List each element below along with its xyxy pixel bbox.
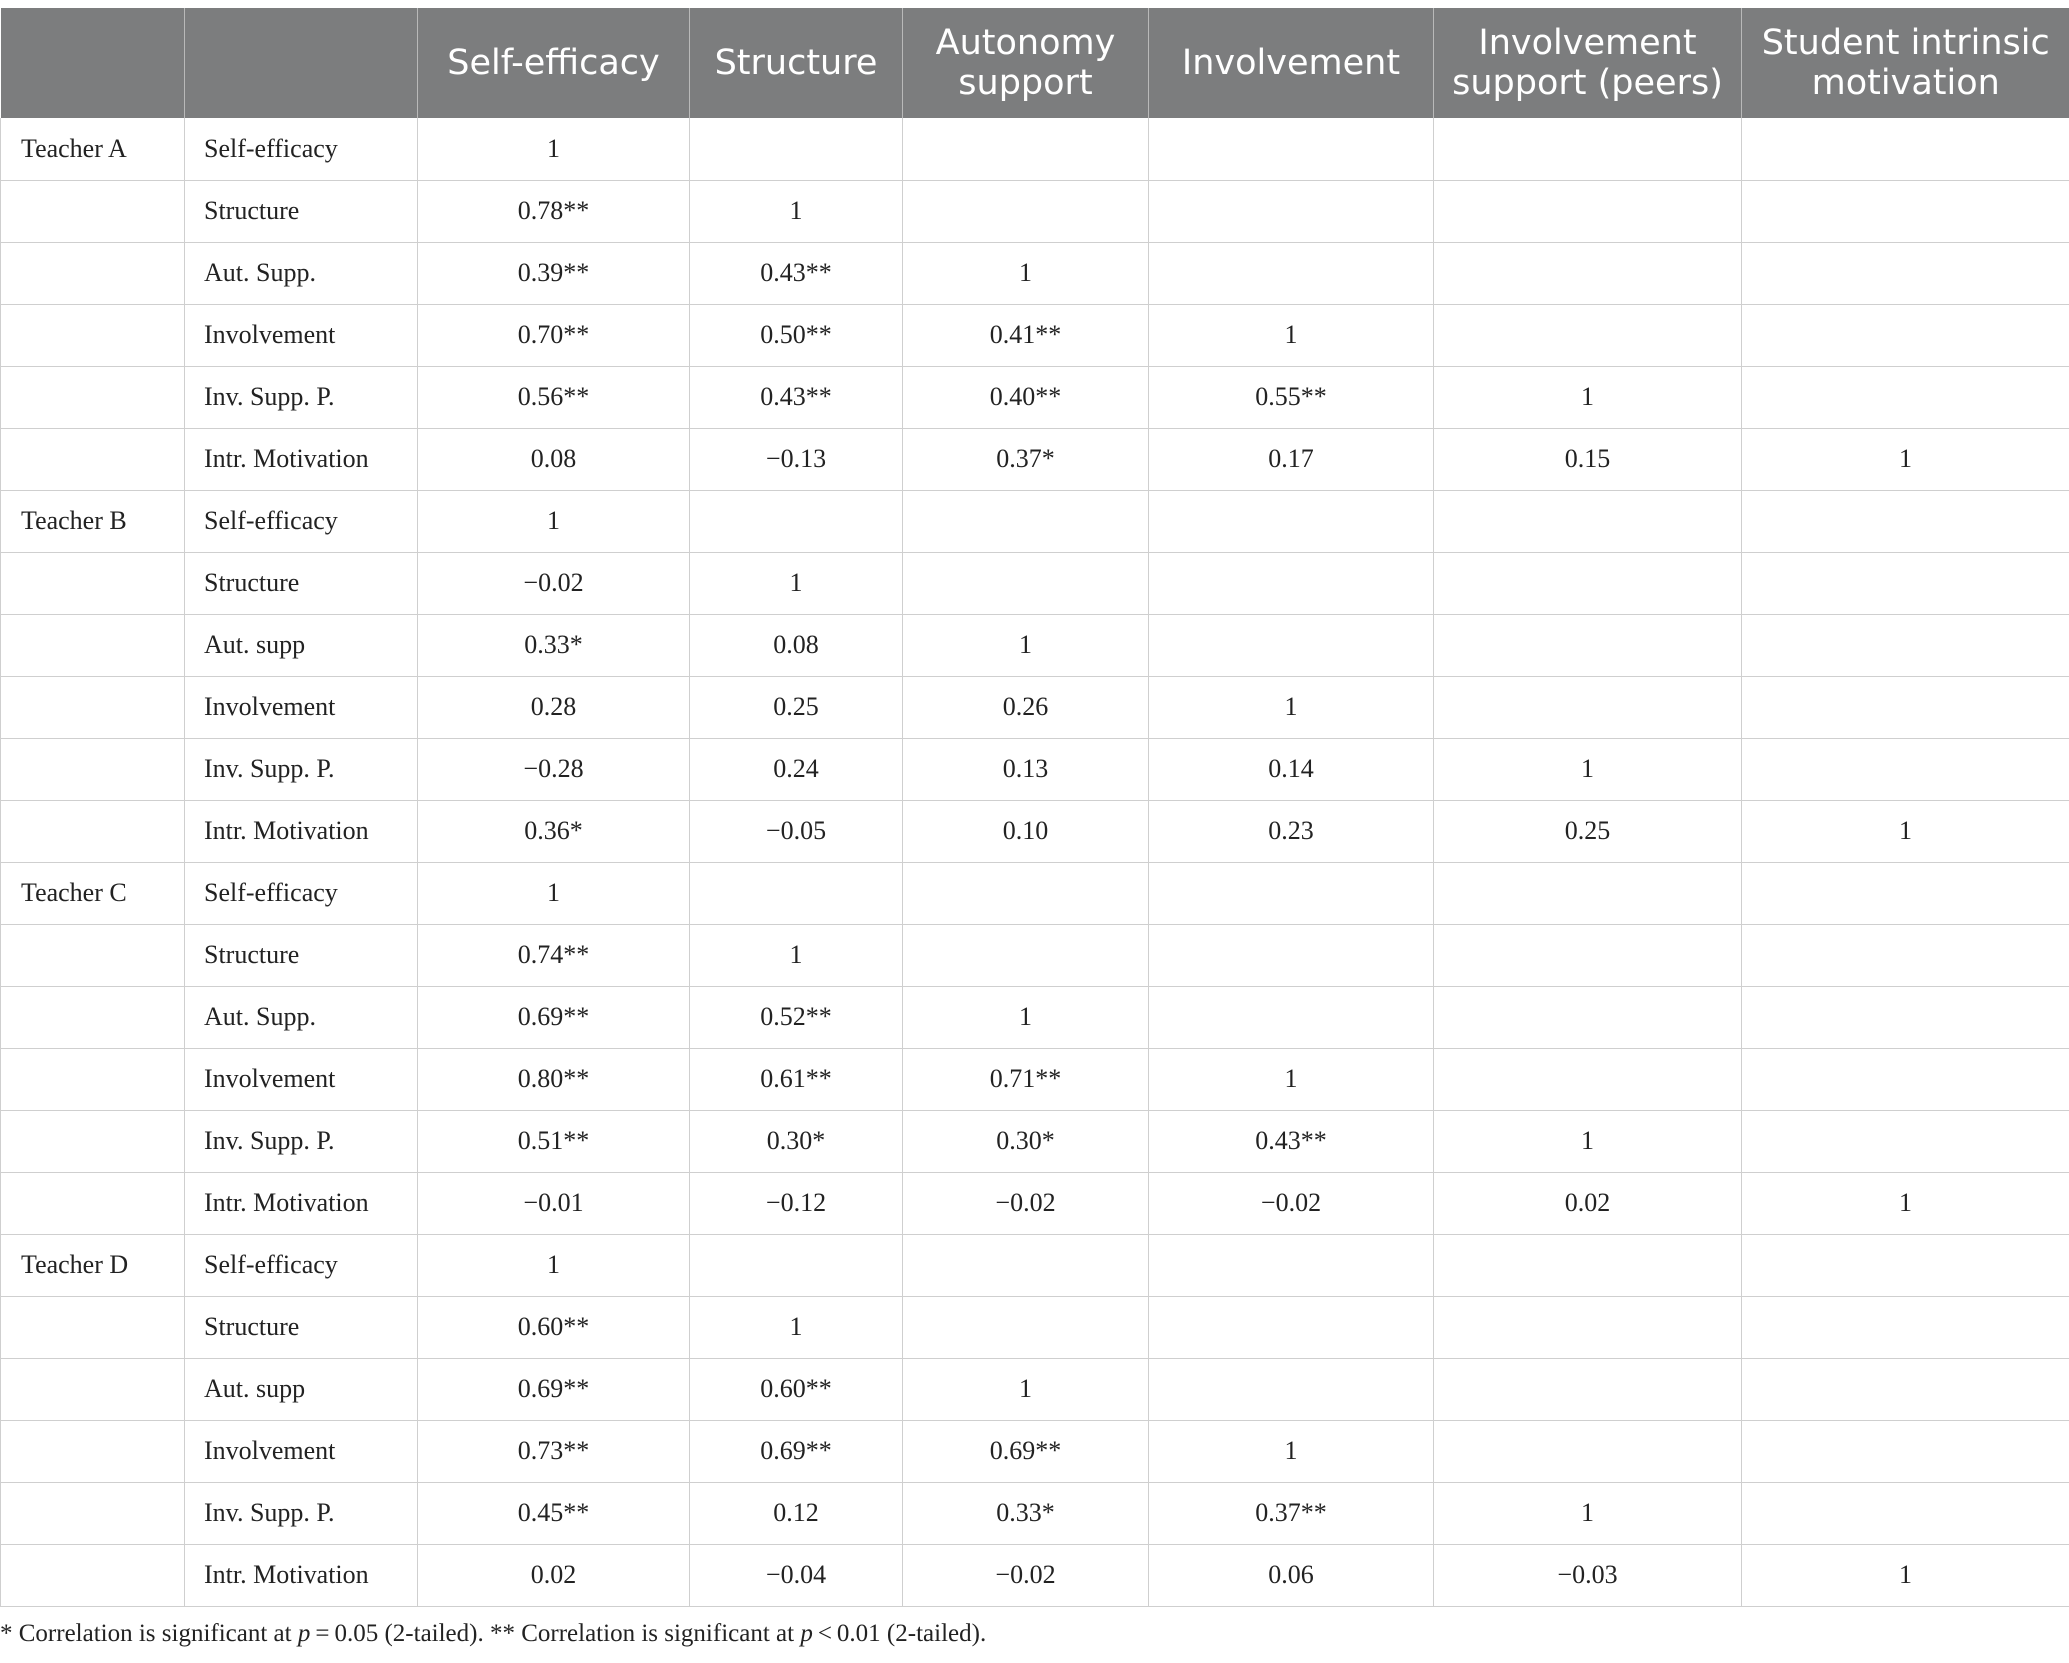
correlation-cell bbox=[1742, 1420, 2069, 1482]
correlation-cell: −0.28 bbox=[418, 738, 690, 800]
correlation-cell: −0.01 bbox=[418, 1172, 690, 1234]
table-row bbox=[1, 862, 2069, 924]
correlation-cell bbox=[1742, 180, 2069, 242]
table-row bbox=[1, 1482, 2069, 1544]
table-row bbox=[1, 490, 2069, 552]
correlation-cell: 1 bbox=[690, 180, 903, 242]
correlation-cell: 0.33* bbox=[418, 614, 690, 676]
row-variable-label: Intr. Motivation bbox=[185, 1544, 418, 1606]
row-variable-label: Inv. Supp. P. bbox=[185, 1482, 418, 1544]
header-row bbox=[1, 8, 2069, 118]
correlation-cell bbox=[1742, 676, 2069, 738]
correlation-cell: 0.50** bbox=[690, 304, 903, 366]
teacher-group-label bbox=[1, 1296, 185, 1358]
row-variable-label: Inv. Supp. P. bbox=[185, 738, 418, 800]
correlation-cell: 0.70** bbox=[418, 304, 690, 366]
table-row bbox=[1, 738, 2069, 800]
correlation-cell bbox=[1742, 304, 2069, 366]
row-variable-label: Self-efficacy bbox=[185, 490, 418, 552]
correlation-cell bbox=[1742, 862, 2069, 924]
row-variable-label: Inv. Supp. P. bbox=[185, 366, 418, 428]
correlation-cell bbox=[1149, 118, 1434, 180]
teacher-group-label bbox=[1, 242, 185, 304]
correlation-cell bbox=[1742, 738, 2069, 800]
teacher-group-label bbox=[1, 986, 185, 1048]
table-row bbox=[1, 676, 2069, 738]
correlation-cell: 0.25 bbox=[1434, 800, 1742, 862]
footnote-p-symbol-1: p bbox=[297, 1620, 311, 1647]
correlation-cell: 0.69** bbox=[903, 1420, 1149, 1482]
correlation-cell: 0.69** bbox=[418, 986, 690, 1048]
correlation-cell bbox=[1149, 1234, 1434, 1296]
correlation-cell bbox=[1742, 1234, 2069, 1296]
correlation-cell: 0.36* bbox=[418, 800, 690, 862]
correlation-cell bbox=[1434, 924, 1742, 986]
correlation-cell: −0.05 bbox=[690, 800, 903, 862]
header-cell-involvement: Involvement bbox=[1149, 8, 1434, 118]
row-variable-label: Aut. Supp. bbox=[185, 242, 418, 304]
teacher-group-label bbox=[1, 614, 185, 676]
row-variable-label: Self-efficacy bbox=[185, 118, 418, 180]
correlation-cell: 1 bbox=[1742, 428, 2069, 490]
correlation-cell bbox=[1742, 986, 2069, 1048]
teacher-group-label bbox=[1, 1358, 185, 1420]
correlation-cell: 1 bbox=[1434, 366, 1742, 428]
correlation-cell bbox=[1149, 924, 1434, 986]
correlation-cell: 0.10 bbox=[903, 800, 1149, 862]
correlation-cell: 1 bbox=[903, 986, 1149, 1048]
correlation-cell: 1 bbox=[690, 552, 903, 614]
row-variable-label: Inv. Supp. P. bbox=[185, 1110, 418, 1172]
table-row bbox=[1, 1358, 2069, 1420]
correlation-cell: 1 bbox=[1149, 1420, 1434, 1482]
correlation-cell: 0.37* bbox=[903, 428, 1149, 490]
teacher-group-label bbox=[1, 1420, 185, 1482]
correlation-cell bbox=[1149, 242, 1434, 304]
correlation-cell: −0.03 bbox=[1434, 1544, 1742, 1606]
correlation-cell bbox=[1149, 1358, 1434, 1420]
correlation-cell: 0.25 bbox=[690, 676, 903, 738]
teacher-group-label bbox=[1, 428, 185, 490]
correlation-cell bbox=[1742, 614, 2069, 676]
correlation-cell bbox=[903, 862, 1149, 924]
table-footnote bbox=[0, 1620, 986, 1648]
correlation-cell: 0.43** bbox=[690, 242, 903, 304]
row-variable-label: Involvement bbox=[185, 676, 418, 738]
correlation-cell bbox=[903, 490, 1149, 552]
row-variable-label: Involvement bbox=[185, 304, 418, 366]
correlation-cell bbox=[903, 180, 1149, 242]
correlation-cell: 0.15 bbox=[1434, 428, 1742, 490]
correlation-cell bbox=[1434, 552, 1742, 614]
correlation-cell: 0.14 bbox=[1149, 738, 1434, 800]
footnote-p-symbol-2: p bbox=[800, 1620, 813, 1647]
row-variable-label: Aut. supp bbox=[185, 1358, 418, 1420]
correlation-cell: 1 bbox=[1149, 1048, 1434, 1110]
table-row bbox=[1, 366, 2069, 428]
correlation-cell: 0.30* bbox=[690, 1110, 903, 1172]
table-row bbox=[1, 1234, 2069, 1296]
correlation-cell: 1 bbox=[903, 1358, 1149, 1420]
correlation-cell: 0.12 bbox=[690, 1482, 903, 1544]
teacher-group-label bbox=[1, 1110, 185, 1172]
correlation-cell bbox=[1434, 862, 1742, 924]
correlation-cell bbox=[1742, 490, 2069, 552]
correlation-cell: 0.45** bbox=[418, 1482, 690, 1544]
correlation-cell: 0.69** bbox=[418, 1358, 690, 1420]
correlation-cell bbox=[1742, 1110, 2069, 1172]
correlation-cell: 0.06 bbox=[1149, 1544, 1434, 1606]
teacher-group-label: Teacher D bbox=[1, 1234, 185, 1296]
correlation-cell: 1 bbox=[1434, 1482, 1742, 1544]
correlation-cell: 0.39** bbox=[418, 242, 690, 304]
teacher-group-label: Teacher B bbox=[1, 490, 185, 552]
table-row bbox=[1, 800, 2069, 862]
correlation-cell: 0.71** bbox=[903, 1048, 1149, 1110]
correlation-cell: 0.74** bbox=[418, 924, 690, 986]
header-cell-variable bbox=[185, 8, 418, 118]
correlation-cell: 0.08 bbox=[690, 614, 903, 676]
footnote-text-3: < 0.01 (2-tailed). bbox=[812, 1620, 987, 1647]
row-variable-label: Intr. Motivation bbox=[185, 1172, 418, 1234]
correlation-cell: 0.60** bbox=[690, 1358, 903, 1420]
row-variable-label: Intr. Motivation bbox=[185, 428, 418, 490]
correlation-cell: 1 bbox=[418, 862, 690, 924]
correlation-cell: 0.02 bbox=[1434, 1172, 1742, 1234]
correlation-cell: −0.12 bbox=[690, 1172, 903, 1234]
row-variable-label: Structure bbox=[185, 924, 418, 986]
correlation-cell: 0.33* bbox=[903, 1482, 1149, 1544]
correlation-cell: 1 bbox=[418, 118, 690, 180]
correlation-cell: 0.28 bbox=[418, 676, 690, 738]
correlation-cell bbox=[1742, 1358, 2069, 1420]
header-cell-student-intrinsic-motivation: Student intrinsic motivation bbox=[1742, 8, 2069, 118]
correlation-cell: 0.26 bbox=[903, 676, 1149, 738]
correlation-cell: 0.13 bbox=[903, 738, 1149, 800]
correlation-cell: −0.02 bbox=[1149, 1172, 1434, 1234]
correlation-cell bbox=[1434, 1048, 1742, 1110]
correlation-cell: 0.37** bbox=[1149, 1482, 1434, 1544]
correlation-cell bbox=[1742, 1048, 2069, 1110]
correlation-cell: 0.55** bbox=[1149, 366, 1434, 428]
correlation-cell bbox=[903, 552, 1149, 614]
correlation-cell: 1 bbox=[1149, 676, 1434, 738]
correlation-cell: 0.43** bbox=[690, 366, 903, 428]
table-row bbox=[1, 1296, 2069, 1358]
table-row bbox=[1, 1172, 2069, 1234]
correlation-cell: 0.52** bbox=[690, 986, 903, 1048]
footnote-text-1: * Correlation is significant at bbox=[0, 1620, 298, 1647]
table-row bbox=[1, 1110, 2069, 1172]
teacher-group-label bbox=[1, 676, 185, 738]
correlation-cell bbox=[1434, 1420, 1742, 1482]
correlation-cell: 1 bbox=[1434, 738, 1742, 800]
correlation-cell bbox=[1434, 1358, 1742, 1420]
row-variable-label: Structure bbox=[185, 1296, 418, 1358]
table-row bbox=[1, 304, 2069, 366]
correlation-cell bbox=[690, 118, 903, 180]
correlation-cell bbox=[1149, 490, 1434, 552]
correlation-cell: 0.56** bbox=[418, 366, 690, 428]
correlation-cell bbox=[1742, 242, 2069, 304]
correlation-cell: −0.04 bbox=[690, 1544, 903, 1606]
correlation-cell bbox=[690, 1234, 903, 1296]
correlation-cell: 0.02 bbox=[418, 1544, 690, 1606]
correlation-cell: 0.51** bbox=[418, 1110, 690, 1172]
table-header bbox=[1, 8, 2069, 118]
row-variable-label: Self-efficacy bbox=[185, 1234, 418, 1296]
table-row bbox=[1, 924, 2069, 986]
correlation-cell: 1 bbox=[1742, 800, 2069, 862]
correlation-cell: 0.41** bbox=[903, 304, 1149, 366]
correlation-cell bbox=[1434, 1296, 1742, 1358]
correlation-table bbox=[0, 8, 2069, 1607]
correlation-cell: 0.08 bbox=[418, 428, 690, 490]
correlation-cell bbox=[1434, 614, 1742, 676]
teacher-group-label bbox=[1, 800, 185, 862]
teacher-group-label bbox=[1, 552, 185, 614]
teacher-group-label bbox=[1, 738, 185, 800]
correlation-cell bbox=[690, 490, 903, 552]
correlation-cell bbox=[903, 1234, 1149, 1296]
correlation-cell: 1 bbox=[1434, 1110, 1742, 1172]
correlation-cell bbox=[1434, 180, 1742, 242]
correlation-cell: −0.02 bbox=[903, 1544, 1149, 1606]
row-variable-label: Aut. supp bbox=[185, 614, 418, 676]
correlation-cell: 1 bbox=[903, 614, 1149, 676]
table-row bbox=[1, 428, 2069, 490]
correlation-cell bbox=[1742, 924, 2069, 986]
correlation-cell: −0.02 bbox=[903, 1172, 1149, 1234]
correlation-cell bbox=[903, 118, 1149, 180]
row-variable-label: Self-efficacy bbox=[185, 862, 418, 924]
correlation-cell bbox=[690, 862, 903, 924]
correlation-cell bbox=[1742, 118, 2069, 180]
correlation-cell: 1 bbox=[1149, 304, 1434, 366]
table-row bbox=[1, 118, 2069, 180]
table-row bbox=[1, 986, 2069, 1048]
correlation-cell bbox=[1742, 1482, 2069, 1544]
correlation-cell: −0.13 bbox=[690, 428, 903, 490]
row-variable-label: Involvement bbox=[185, 1048, 418, 1110]
correlation-cell: 0.61** bbox=[690, 1048, 903, 1110]
correlation-cell bbox=[1434, 118, 1742, 180]
teacher-group-label bbox=[1, 180, 185, 242]
correlation-cell bbox=[1742, 366, 2069, 428]
header-cell-autonomy-support: Autonomy support bbox=[903, 8, 1149, 118]
correlation-cell: 1 bbox=[903, 242, 1149, 304]
correlation-cell bbox=[1434, 1234, 1742, 1296]
correlation-cell: 0.24 bbox=[690, 738, 903, 800]
correlation-cell bbox=[1434, 986, 1742, 1048]
correlation-cell: 1 bbox=[690, 924, 903, 986]
correlation-cell bbox=[1742, 552, 2069, 614]
table-row bbox=[1, 242, 2069, 304]
correlation-cell bbox=[903, 924, 1149, 986]
teacher-group-label bbox=[1, 924, 185, 986]
header-cell-group bbox=[1, 8, 185, 118]
correlation-cell: 0.80** bbox=[418, 1048, 690, 1110]
correlation-cell bbox=[1149, 1296, 1434, 1358]
correlation-cell: 1 bbox=[1742, 1544, 2069, 1606]
correlation-cell: 0.69** bbox=[690, 1420, 903, 1482]
table-row bbox=[1, 180, 2069, 242]
row-variable-label: Aut. Supp. bbox=[185, 986, 418, 1048]
correlation-cell bbox=[1434, 242, 1742, 304]
correlation-cell: 0.40** bbox=[903, 366, 1149, 428]
teacher-group-label: Teacher A bbox=[1, 118, 185, 180]
table-row bbox=[1, 1048, 2069, 1110]
correlation-cell: −0.02 bbox=[418, 552, 690, 614]
correlation-cell bbox=[1742, 1296, 2069, 1358]
row-variable-label: Intr. Motivation bbox=[185, 800, 418, 862]
correlation-cell: 1 bbox=[1742, 1172, 2069, 1234]
correlation-cell: 0.78** bbox=[418, 180, 690, 242]
correlation-cell bbox=[1434, 490, 1742, 552]
teacher-group-label bbox=[1, 1482, 185, 1544]
correlation-cell bbox=[1149, 986, 1434, 1048]
correlation-cell bbox=[1434, 676, 1742, 738]
correlation-cell: 1 bbox=[418, 1234, 690, 1296]
correlation-cell: 0.43** bbox=[1149, 1110, 1434, 1172]
correlation-cell: 0.60** bbox=[418, 1296, 690, 1358]
header-cell-structure: Structure bbox=[690, 8, 903, 118]
header-cell-involvement-support-peers: Involvement support (peers) bbox=[1434, 8, 1742, 118]
correlation-cell: 0.17 bbox=[1149, 428, 1434, 490]
correlation-cell: 0.30* bbox=[903, 1110, 1149, 1172]
table-row bbox=[1, 552, 2069, 614]
correlation-cell bbox=[1149, 180, 1434, 242]
teacher-group-label bbox=[1, 1172, 185, 1234]
teacher-group-label bbox=[1, 304, 185, 366]
table-row bbox=[1, 614, 2069, 676]
footnote-text-2: = 0.05 (2-tailed). ** Correlation is significant at bbox=[310, 1620, 801, 1647]
correlation-cell bbox=[1149, 862, 1434, 924]
teacher-group-label bbox=[1, 1048, 185, 1110]
teacher-group-label bbox=[1, 366, 185, 428]
correlation-cell bbox=[1149, 552, 1434, 614]
table-body bbox=[1, 118, 2069, 1606]
row-variable-label: Involvement bbox=[185, 1420, 418, 1482]
teacher-group-label bbox=[1, 1544, 185, 1606]
table-row bbox=[1, 1420, 2069, 1482]
correlation-cell bbox=[903, 1296, 1149, 1358]
correlation-cell: 1 bbox=[690, 1296, 903, 1358]
header-cell-self-efficacy: Self-efficacy bbox=[418, 8, 690, 118]
correlation-cell bbox=[1434, 304, 1742, 366]
row-variable-label: Structure bbox=[185, 180, 418, 242]
table-row bbox=[1, 1544, 2069, 1606]
correlation-table-container bbox=[0, 8, 2069, 1607]
row-variable-label: Structure bbox=[185, 552, 418, 614]
teacher-group-label: Teacher C bbox=[1, 862, 185, 924]
correlation-cell bbox=[1149, 614, 1434, 676]
correlation-cell: 0.23 bbox=[1149, 800, 1434, 862]
correlation-cell: 1 bbox=[418, 490, 690, 552]
correlation-cell: 0.73** bbox=[418, 1420, 690, 1482]
